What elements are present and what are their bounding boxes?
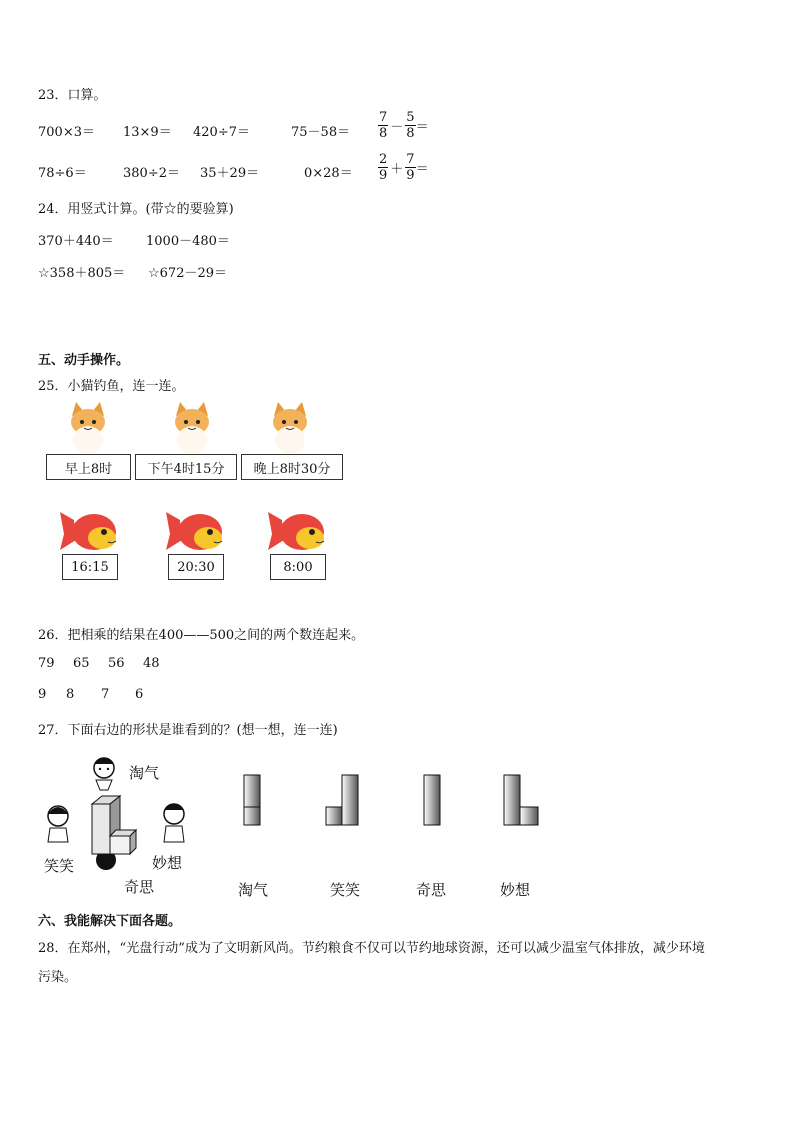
view-name-label[interactable]: 奇思 [416,881,447,899]
q23-expr: 380÷2＝ [123,166,180,181]
q24-expr: 1000－480＝ [146,234,230,249]
q24-expr: ☆672－29＝ [148,266,228,281]
view-name-label[interactable]: 笑笑 [330,881,361,899]
numerator: 7 [379,110,388,125]
cat-time-label[interactable]: 晚上8时30分 [241,454,343,480]
view-shape[interactable] [420,773,444,833]
denominator: 9 [379,168,388,183]
operator: － [390,120,404,135]
equals: ＝ [415,162,429,177]
section-title: 六、我能解决下面各题。 [38,914,182,929]
cat-image [64,402,112,458]
q24-expr: ☆358＋805＝ [38,266,126,281]
scene-name-label: 奇思 [124,878,155,896]
q25-title: 25．小猫钓鱼，连一连。 [38,379,185,394]
q26-number[interactable]: 7 [101,687,110,702]
q23-title: 23．口算。 [38,88,107,103]
q23-fraction-expr [378,110,429,141]
denominator: 8 [379,126,388,141]
q26-number[interactable]: 56 [108,656,125,671]
cat-time-label[interactable]: 早上8时 [46,454,131,480]
view-shape[interactable] [324,773,364,833]
cat-time-label[interactable]: 下午4时15分 [135,454,237,480]
numerator: 2 [379,152,388,167]
q26-number[interactable]: 9 [38,687,47,702]
fish-image [268,510,328,558]
q23-expr: 35＋29＝ [200,166,260,181]
view-shape[interactable] [502,773,542,833]
fish-image [166,510,226,558]
q28-text-line: 污染。 [38,970,78,985]
view-shape[interactable] [240,773,264,833]
q24-expr: 370＋440＝ [38,234,114,249]
q26-number[interactable]: 65 [73,656,90,671]
cat-image [168,402,216,458]
q26-title: 26．把相乘的结果在400——500之间的两个数连起来。 [38,628,365,643]
fish-time-label[interactable]: 8:00 [270,554,326,580]
scene-name-label: 妙想 [152,854,183,872]
q27-title: 27．下面右边的形状是谁看到的？(想一想，连一连) [38,723,338,738]
numerator: 7 [406,152,415,167]
fish-image [60,510,120,558]
q28-text-line: 28．在郑州，“光盘行动”成为了文明新风尚。节约粮食不仅可以节约地球资源，还可以减少温室气体排放，减少环境 [38,941,705,956]
q26-number[interactable]: 6 [135,687,144,702]
q23-expr: 420÷7＝ [193,125,250,140]
q24-title: 24．用竖式计算。(带☆的要验算) [38,202,234,217]
view-name-label[interactable]: 淘气 [238,881,269,899]
scene-name-label: 笑笑 [44,857,75,875]
denominator: 9 [406,168,415,183]
section-title: 五、动手操作。 [38,353,130,368]
q23-expr: 700×3＝ [38,125,95,140]
cat-image [266,402,314,458]
q23-expr: 13×9＝ [123,125,172,140]
numerator: 5 [406,110,415,125]
equals: ＝ [415,120,429,135]
q23-expr: 0×28＝ [304,166,353,181]
q23-fraction-expr [378,152,429,183]
fish-time-label[interactable]: 20:30 [168,554,224,580]
denominator: 8 [406,126,415,141]
q26-number[interactable]: 8 [66,687,75,702]
view-name-label[interactable]: 妙想 [500,881,531,899]
q23-expr: 75－58＝ [291,125,351,140]
q26-number[interactable]: 48 [143,656,160,671]
fish-time-label[interactable]: 16:15 [62,554,118,580]
scene-name-label: 淘气 [129,764,160,782]
operator: ＋ [390,162,404,177]
q23-expr: 78÷6＝ [38,166,87,181]
q26-number[interactable]: 79 [38,656,55,671]
